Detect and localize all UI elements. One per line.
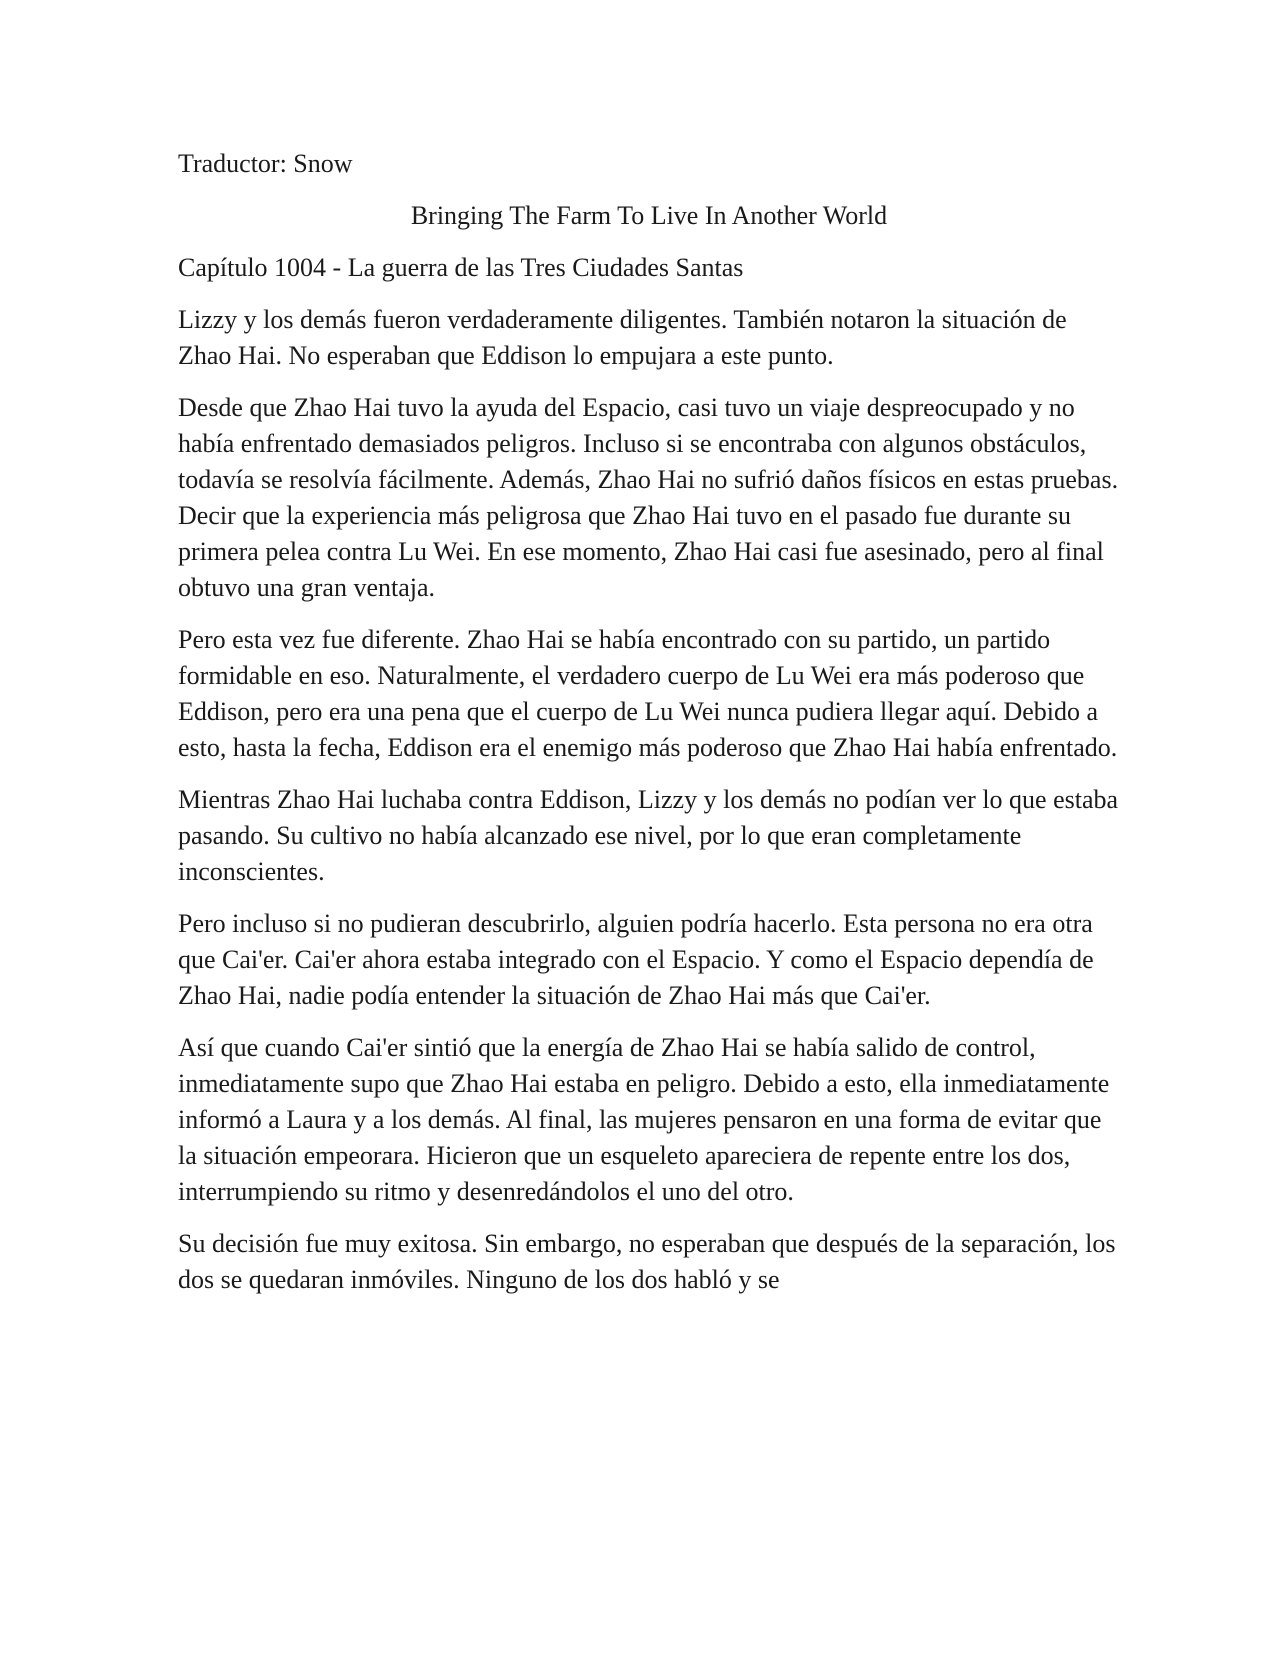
paragraph: Desde que Zhao Hai tuvo la ayuda del Espacio, casi tuvo un viaje despreocupado y no había enfrentado demasiados peligros. Incluso si se encontraba con algunos obstáculos, todavía se resolvía fácilmente. Además, Zhao Hai no sufrió daños físicos en estas pruebas. Decir que la experiencia más peligrosa que Zhao Hai tuvo en el pasado fue durante su primera pelea contra Lu Wei. En ese momento, Zhao Hai casi fue asesinado, pero al final obtuvo una gran ventaja.	[178, 393, 1119, 602]
paragraph: Su decisión fue muy exitosa. Sin embargo, no esperaban que después de la separación, los dos se quedaran inmóviles. Ninguno de los dos habló y se	[178, 1229, 1116, 1294]
translator-credit: Traductor: Snow	[178, 149, 353, 178]
paragraph: Mientras Zhao Hai luchaba contra Eddison, Lizzy y los demás no podían ver lo que estaba pasando. Su cultivo no había alcanzado ese nivel, por lo que eran completamente inconscientes.	[178, 785, 1119, 886]
chapter-heading: Capítulo 1004 - La guerra de las Tres Ciudades Santas	[178, 253, 744, 282]
paragraph: Lizzy y los demás fueron verdaderamente diligentes. También notaron la situación de Zhao Hai. No esperaban que Eddison lo empujara a este punto.	[178, 305, 1067, 370]
document-body	[178, 146, 1120, 1314]
paragraph: Pero esta vez fue diferente. Zhao Hai se había encontrado con su partido, un partido formidable en eso. Naturalmente, el verdadero cuerpo de Lu Wei era más poderoso que Eddison, pero era una pena que el cuerpo de Lu Wei nunca pudiera llegar aquí. Debido a esto, hasta la fecha, Eddison era el enemigo más poderoso que Zhao Hai había enfrentado.	[178, 625, 1118, 762]
book-title: Bringing The Farm To Live In Another World	[410, 201, 888, 230]
paragraph: Así que cuando Cai'er sintió que la energía de Zhao Hai se había salido de control, inmediatamente supo que Zhao Hai estaba en peligro. Debido a esto, ella inmediatamente informó a Laura y a los demás. Al final, las mujeres pensaron en una forma de evitar que la situación empeorara. Hicieron que un esqueleto apareciera de repente entre los dos, interrumpiendo su ritmo y desenredándolos el uno del otro.	[178, 1033, 1110, 1206]
paragraph: Pero incluso si no pudieran descubrirlo, alguien podría hacerlo. Esta persona no era otra que Cai'er. Cai'er ahora estaba integrado con el Espacio. Y como el Espacio dependía de Zhao Hai, nadie podía entender la situación de Zhao Hai más que Cai'er.	[178, 909, 1094, 1010]
